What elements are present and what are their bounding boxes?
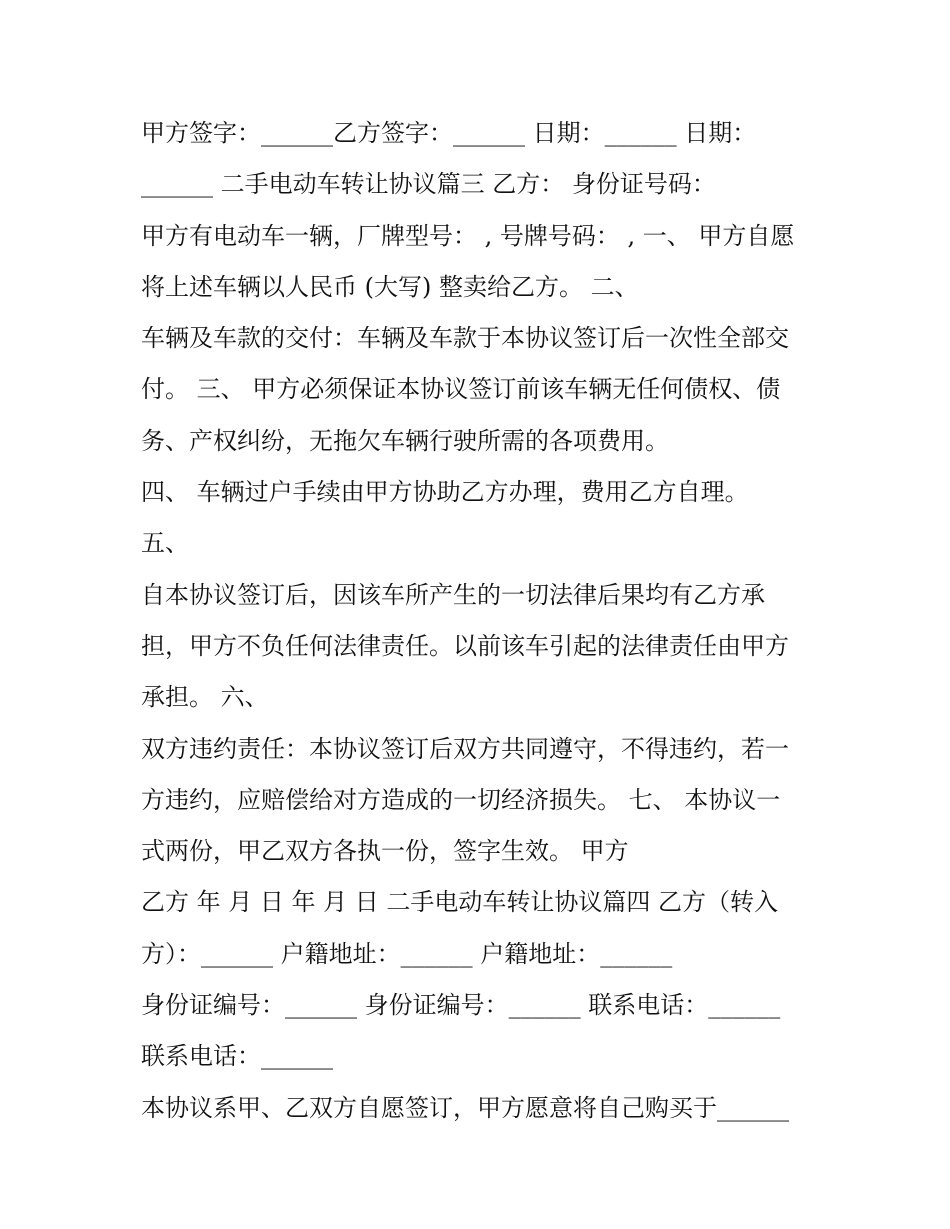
text-line: 将上述车辆以人民币 (大写) 整卖给乙方。 二、 [141, 272, 639, 301]
text-line: 方）：______ 户籍地址：______ 户籍地址：______ [141, 939, 673, 968]
text-line: ______ 二手电动车转让协议篇三 乙方： 身份证号码： [141, 170, 716, 199]
text-line: 双方违约责任：本协议签订后双方共同遵守，不得违约，若一 [141, 734, 789, 763]
text-line: 担，甲方不负任何法律责任。以前该车引起的法律责任由甲方 [141, 631, 789, 660]
document-body [141, 108, 821, 1134]
text-line: 付。 三、 甲方必须保证本协议签订前该车辆无任何债权、债 [141, 375, 781, 404]
text-line: 式两份，甲乙双方各执一份，签字生效。 甲方 [141, 837, 629, 866]
text-line: 联系电话：______ [141, 1042, 333, 1071]
text-line: 乙方 年 月 日 年 月 日 二手电动车转让协议篇四 乙方（转入 [141, 888, 779, 917]
text-line: 四、 车辆过户手续由甲方协助乙方办理，费用乙方自理。 [141, 478, 749, 507]
text-line: 甲方签字：______乙方签字：______ 日期：______ 日期： [141, 119, 757, 147]
text-line: 车辆及车款的交付：车辆及车款于本协议签订后一次性全部交 [141, 324, 789, 353]
text-line: 五、 [141, 529, 189, 558]
text-line: 承担。 六、 [141, 683, 269, 712]
text-line: 方违约，应赔偿给对方造成的一切经济损失。 七、 本协议一 [141, 785, 781, 814]
text-line: 本协议系甲、乙双方自愿签订，甲方愿意将自己购买于______ [141, 1093, 789, 1122]
text-line: 甲方有电动车一辆，厂牌型号： , 号牌号码： , 一、 甲方自愿 [141, 221, 795, 250]
text-line: 务、产权纠纷，无拖欠车辆行驶所需的各项费用。 [141, 426, 669, 455]
text-line: 自本协议签订后，因该车所产生的一切法律后果均有乙方承 [141, 580, 765, 609]
text-line: 身份证编号：______ 身份证编号：______ 联系电话：______ [141, 991, 781, 1020]
